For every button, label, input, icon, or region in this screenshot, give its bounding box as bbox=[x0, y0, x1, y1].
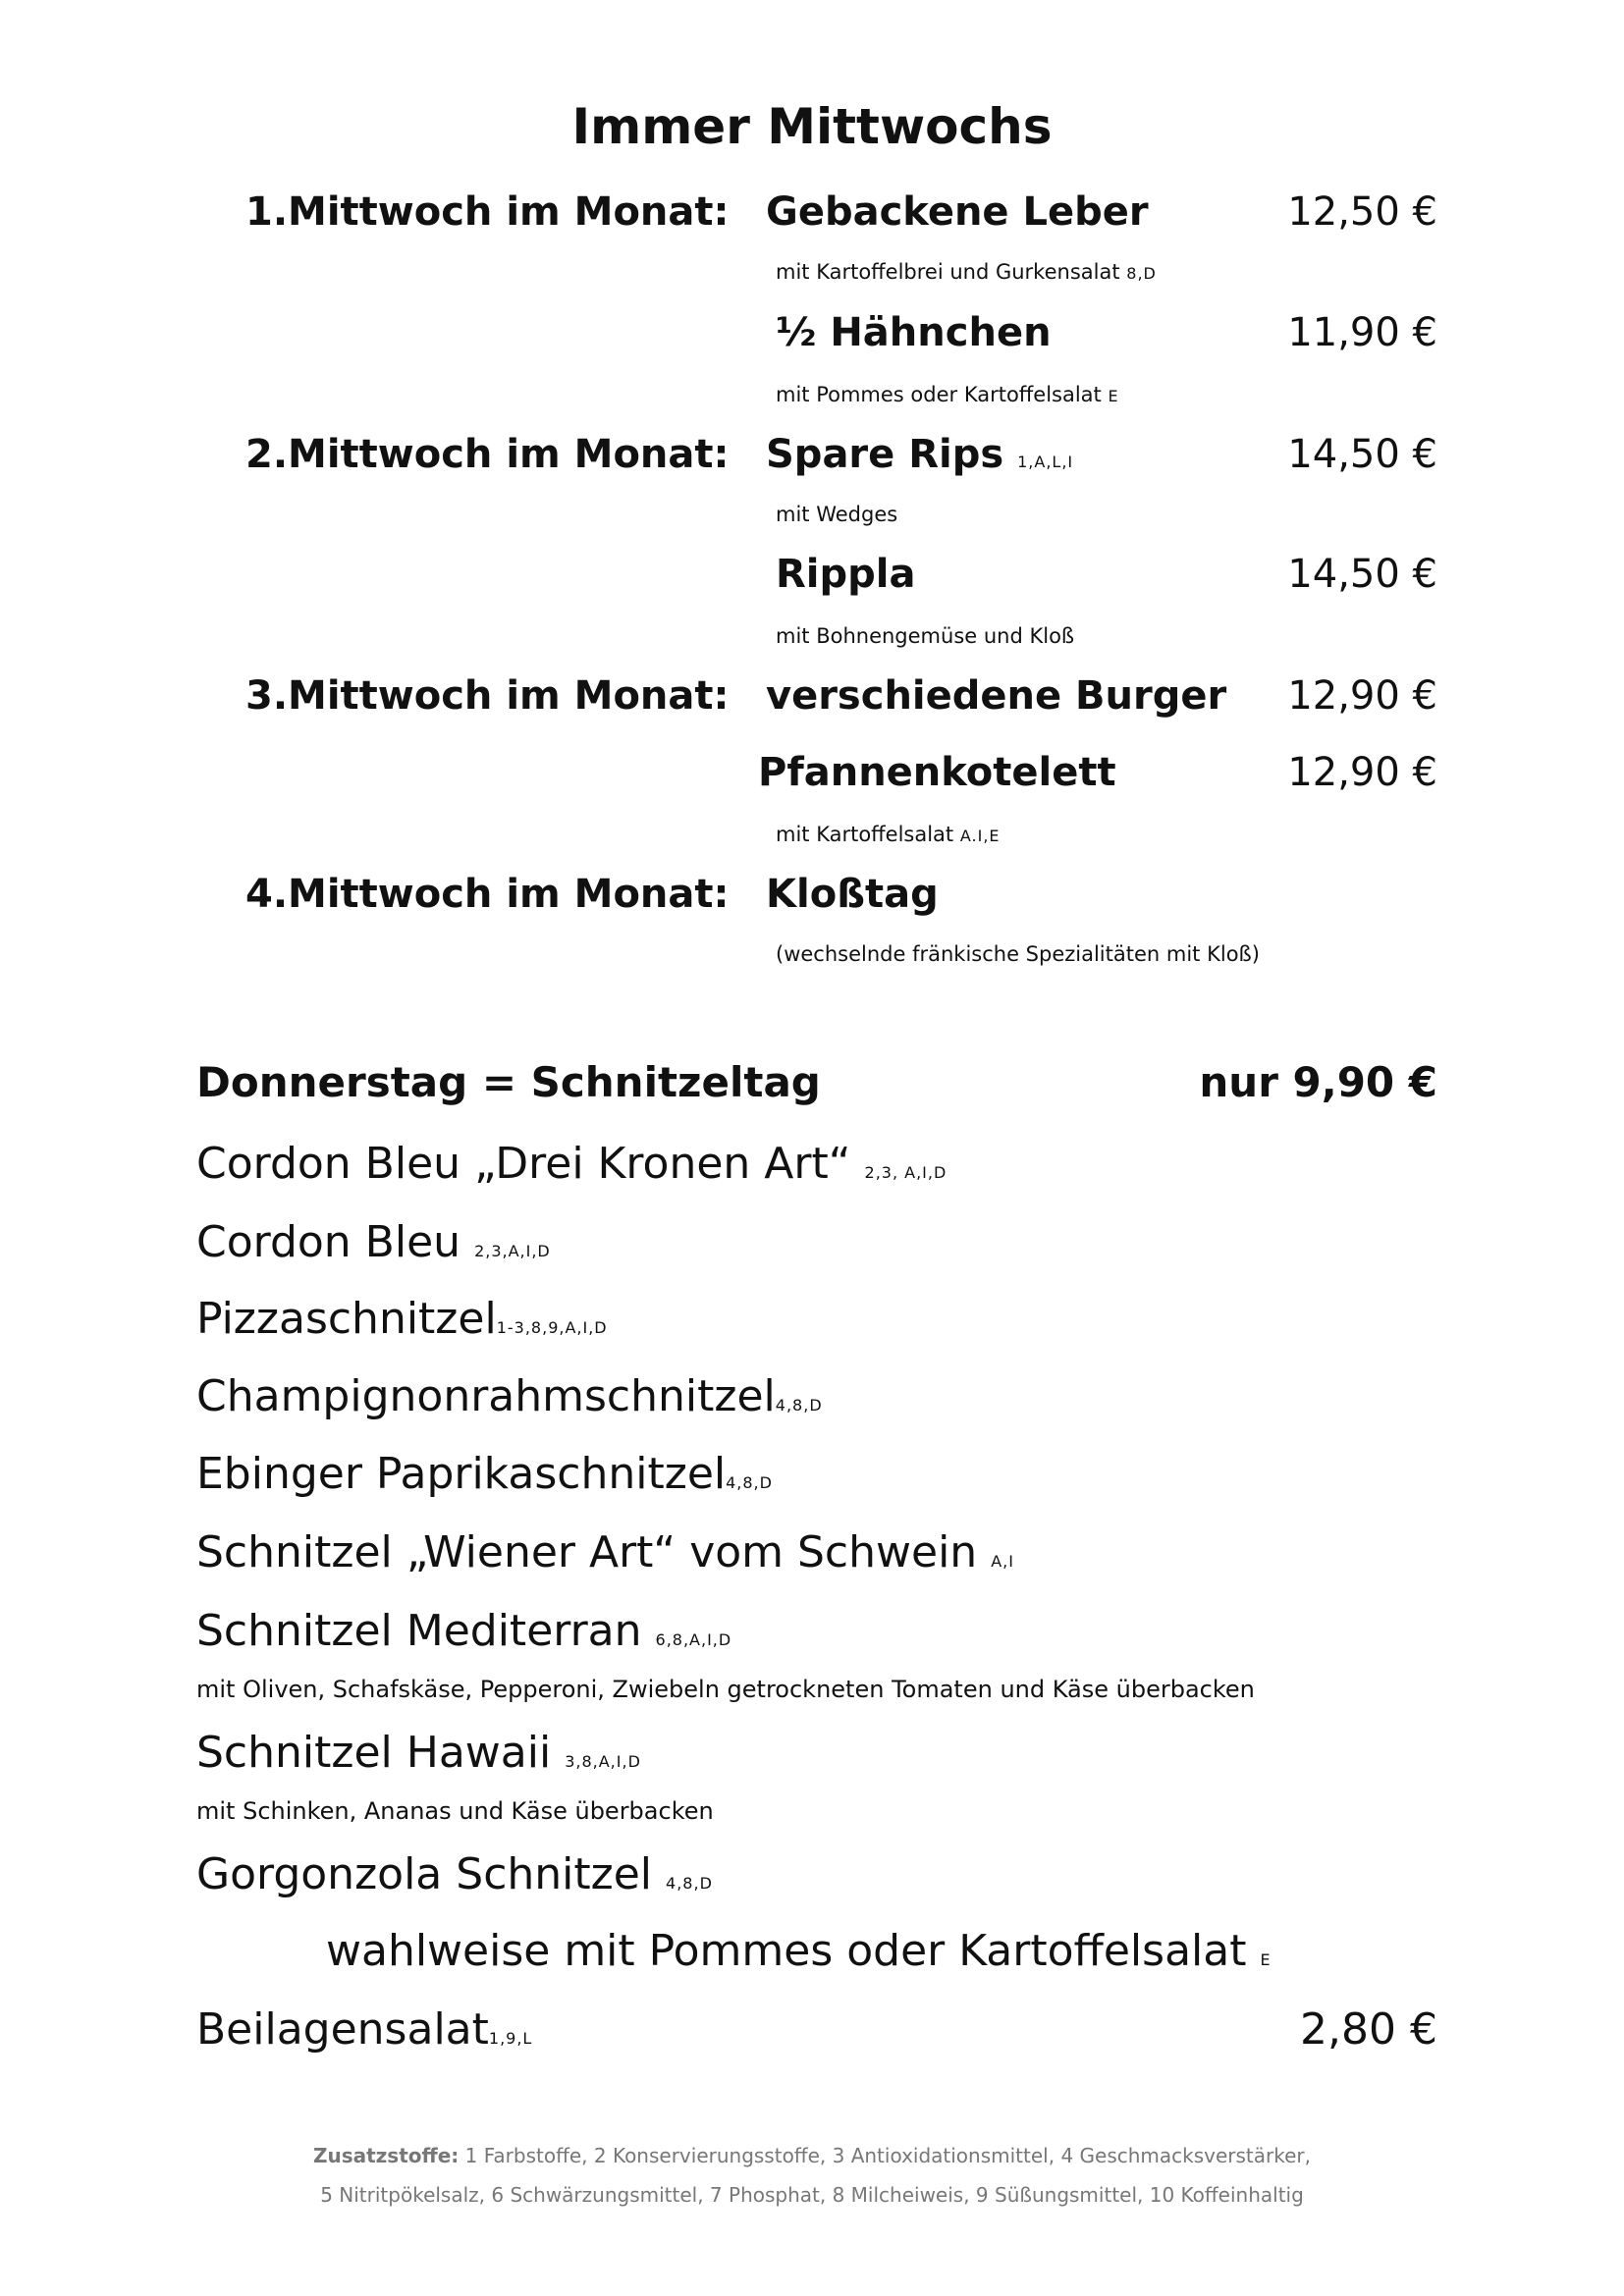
wednesday-1-price: 12,50 € bbox=[1287, 189, 1437, 235]
wednesday-1-description: mit Kartoffelbrei und Gurkensalat 8,D bbox=[776, 260, 1157, 284]
wednesday-2b-price: 14,50 € bbox=[1287, 552, 1437, 597]
schnitzel-item: Cordon Bleu „Drei Kronen Art“ 2,3, A,I,D bbox=[196, 1139, 947, 1189]
schnitzel-item: Schnitzel „Wiener Art“ vom Schwein A,I bbox=[196, 1527, 1014, 1577]
schnitzel-description: mit Oliven, Schafskäse, Pepperoni, Zwiebeln getrockneten Tomaten und Käse überbacken bbox=[196, 1676, 1255, 1703]
wednesday-1b-price: 11,90 € bbox=[1287, 310, 1437, 355]
schnitzel-item: Schnitzel Hawaii 3,8,A,I,D bbox=[196, 1728, 641, 1778]
schnitzel-item: Champignonrahmschnitzel4,8,D bbox=[196, 1371, 823, 1421]
schnitzel-item: Gorgonzola Schnitzel 4,8,D bbox=[196, 1849, 713, 1899]
wednesday-2b-description: mit Bohnengemüse und Kloß bbox=[776, 624, 1075, 648]
additives-line-2: 5 Nitritpökelsalz, 6 Schwärzungsmittel, 7 Phosphat, 8 Milcheiweis, 9 Süßungsmittel, 10 Koffeinhaltig bbox=[320, 2183, 1304, 2207]
schnitzel-description: mit Schinken, Ananas und Käse überbacken bbox=[196, 1797, 714, 1825]
thursday-heading: Donnerstag = Schnitzeltag bbox=[196, 1058, 821, 1106]
side-salad-price: 2,80 € bbox=[1300, 2004, 1437, 2055]
wednesday-1b-description: mit Pommes oder Kartoffelsalat E bbox=[776, 383, 1119, 406]
wednesday-1b-dish: ½ Hähnchen bbox=[776, 310, 1052, 355]
wednesday-3b-price: 12,90 € bbox=[1287, 750, 1437, 795]
additives-line-1: Zusatzstoffe: 1 Farbstoffe, 2 Konservierungsstoffe, 3 Antioxidationsmittel, 4 Geschmacksverstärker, bbox=[312, 2144, 1312, 2167]
wednesday-4-description: (wechselnde fränkische Spezialitäten mit Kloß) bbox=[776, 942, 1260, 966]
wednesday-2b-dish: Rippla bbox=[776, 552, 916, 597]
schnitzel-item: Pizzaschnitzel1-3,8,9,A,I,D bbox=[196, 1294, 608, 1344]
schnitzel-item: Cordon Bleu 2,3,A,I,D bbox=[196, 1217, 551, 1267]
schnitzel-item: Schnitzel Mediterran 6,8,A,I,D bbox=[196, 1606, 732, 1656]
wednesday-4-label: 4.Mittwoch im Monat: bbox=[245, 872, 730, 917]
wednesday-4-dish: Kloßtag bbox=[766, 872, 939, 917]
wednesday-3b-dish: Pfannenkotelett bbox=[758, 750, 1116, 795]
wednesday-3b-description: mit Kartoffelsalat A.I,E bbox=[776, 823, 1001, 846]
wednesday-2-label: 2.Mittwoch im Monat: bbox=[245, 432, 730, 477]
wednesday-2-price: 14,50 € bbox=[1287, 432, 1437, 477]
wednesday-1-label: 1.Mittwoch im Monat: bbox=[245, 189, 730, 235]
page-title: Immer Mittwochs bbox=[571, 98, 1053, 155]
wednesday-2-dish: Spare Rips 1,A,L,I bbox=[766, 432, 1074, 477]
side-choice-note: wahlweise mit Pommes oder Kartoffelsalat E bbox=[326, 1926, 1272, 1976]
wednesday-3-label: 3.Mittwoch im Monat: bbox=[245, 673, 730, 719]
wednesday-3-price: 12,90 € bbox=[1287, 673, 1437, 719]
wednesday-1-dish: Gebackene Leber bbox=[766, 189, 1149, 235]
thursday-price: nur 9,90 € bbox=[1199, 1058, 1437, 1106]
wednesday-3-dish: verschiedene Burger bbox=[766, 673, 1227, 719]
wednesday-2-description: mit Wedges bbox=[776, 503, 898, 526]
schnitzel-item: Ebinger Paprikaschnitzel4,8,D bbox=[196, 1449, 773, 1499]
side-salad: Beilagensalat1,9,L bbox=[196, 2004, 533, 2055]
